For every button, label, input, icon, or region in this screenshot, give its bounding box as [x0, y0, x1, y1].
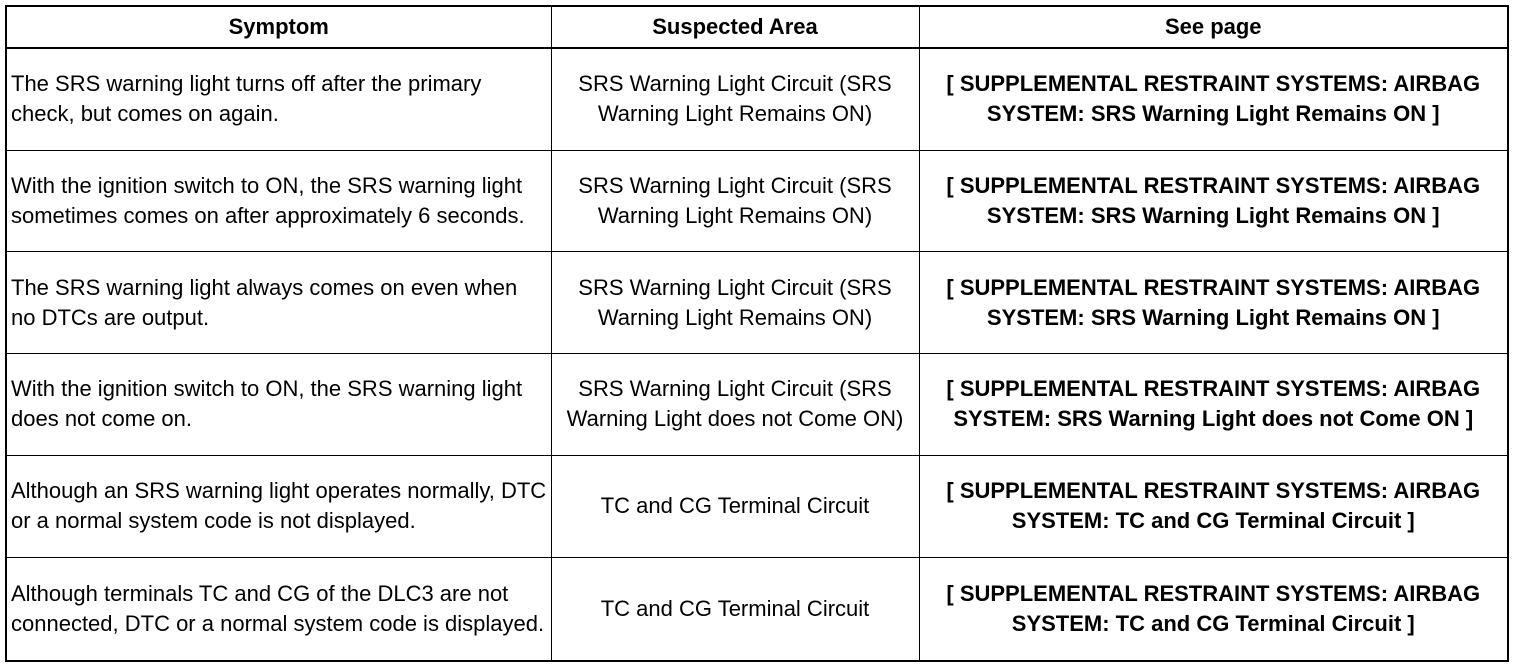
table-row	[6, 558, 1508, 661]
symptom-cell: With the ignition switch to ON, the SRS warning light sometimes comes on after approximately 6 seconds.	[6, 150, 551, 252]
suspected-area-cell: TC and CG Terminal Circuit	[551, 455, 919, 558]
problem-symptoms-table	[5, 5, 1509, 662]
table-row	[6, 150, 1508, 252]
suspected-area-cell: TC and CG Terminal Circuit	[551, 558, 919, 661]
suspected-area-cell: SRS Warning Light Circuit (SRS Warning Light Remains ON)	[551, 48, 919, 150]
symptom-column-header: Symptom	[6, 6, 551, 48]
table-row	[6, 353, 1508, 455]
see-page-link[interactable]: [ SUPPLEMENTAL RESTRAINT SYSTEMS: AIRBAG SYSTEM: TC and CG Terminal Circuit ]	[919, 455, 1508, 558]
table-row	[6, 48, 1508, 150]
suspected-area-column-header: Suspected Area	[551, 6, 919, 48]
suspected-area-cell: SRS Warning Light Circuit (SRS Warning Light Remains ON)	[551, 150, 919, 252]
symptom-cell: Although an SRS warning light operates normally, DTC or a normal system code is not displayed.	[6, 455, 551, 558]
see-page-link[interactable]: [ SUPPLEMENTAL RESTRAINT SYSTEMS: AIRBAG SYSTEM: SRS Warning Light Remains ON ]	[919, 252, 1508, 354]
symptom-cell: Although terminals TC and CG of the DLC3 are not connected, DTC or a normal system code is displayed.	[6, 558, 551, 661]
symptom-cell: With the ignition switch to ON, the SRS warning light does not come on.	[6, 353, 551, 455]
see-page-link[interactable]: [ SUPPLEMENTAL RESTRAINT SYSTEMS: AIRBAG SYSTEM: SRS Warning Light Remains ON ]	[919, 48, 1508, 150]
symptom-cell: The SRS warning light turns off after the primary check, but comes on again.	[6, 48, 551, 150]
see-page-link[interactable]: [ SUPPLEMENTAL RESTRAINT SYSTEMS: AIRBAG SYSTEM: SRS Warning Light Remains ON ]	[919, 150, 1508, 252]
see-page-link[interactable]: [ SUPPLEMENTAL RESTRAINT SYSTEMS: AIRBAG SYSTEM: SRS Warning Light does not Come ON ]	[919, 353, 1508, 455]
table-header-row	[6, 6, 1508, 48]
table-row	[6, 455, 1508, 558]
table-row	[6, 252, 1508, 354]
suspected-area-cell: SRS Warning Light Circuit (SRS Warning Light does not Come ON)	[551, 353, 919, 455]
see-page-column-header: See page	[919, 6, 1508, 48]
see-page-link[interactable]: [ SUPPLEMENTAL RESTRAINT SYSTEMS: AIRBAG SYSTEM: TC and CG Terminal Circuit ]	[919, 558, 1508, 661]
suspected-area-cell: SRS Warning Light Circuit (SRS Warning Light Remains ON)	[551, 252, 919, 354]
symptom-cell: The SRS warning light always comes on even when no DTCs are output.	[6, 252, 551, 354]
